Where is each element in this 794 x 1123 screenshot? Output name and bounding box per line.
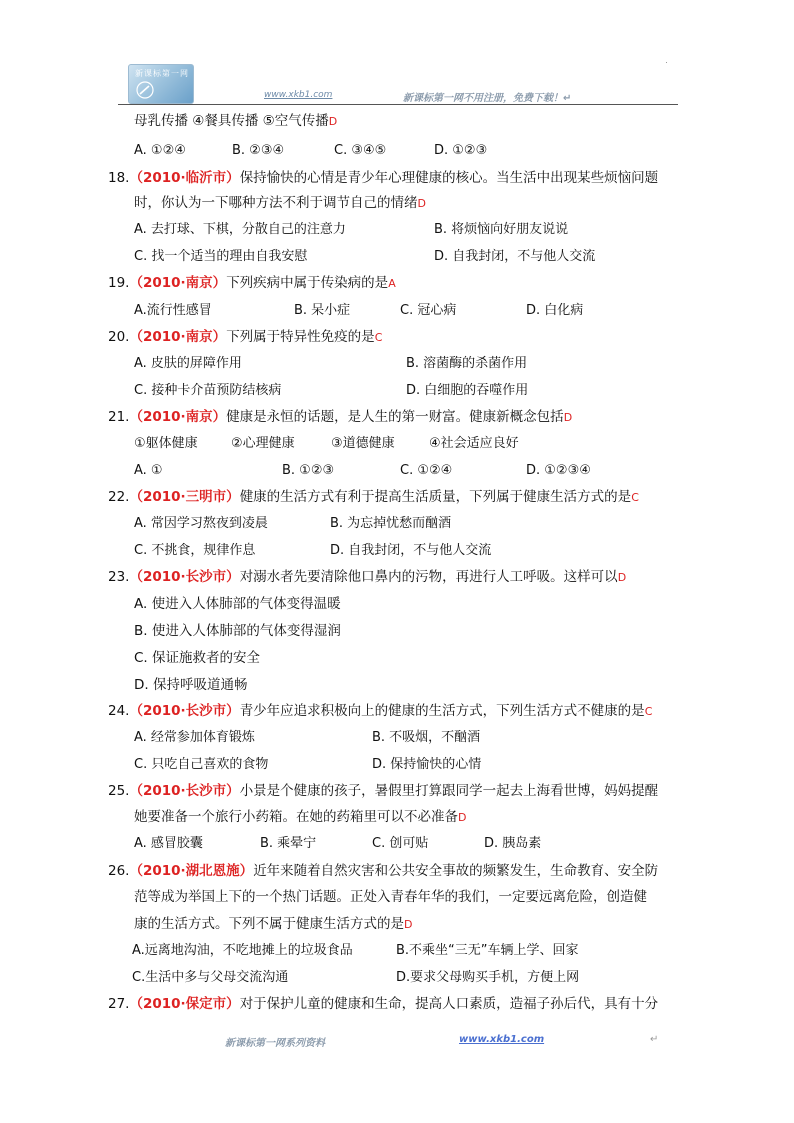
text-line	[134, 915, 412, 934]
answer-option: B. 呆小症	[294, 303, 351, 318]
answer-key: C	[374, 331, 383, 344]
question-stem-line	[108, 568, 626, 587]
question-number: 27.	[108, 996, 130, 1012]
question-text: 健康是永恒的话题，是人生的第一财富。健康新概念包括	[226, 409, 564, 425]
footer-url[interactable]: www.xkb1.com	[459, 1034, 545, 1045]
answer-option: C. 接种卡介苗预防结核病	[134, 383, 282, 398]
answer-option: D.要求父母购买手机，方便上网	[396, 970, 580, 985]
answer-key: C	[631, 491, 639, 504]
header-url[interactable]: www.xkb1.com	[264, 90, 333, 100]
answer-option: B. ②③④	[232, 143, 285, 158]
answer-option: C. 创可贴	[372, 836, 429, 851]
question-number: 19.	[108, 275, 130, 291]
question-source: （2010·南京）	[129, 409, 227, 425]
question-text: 下列属于特异性免疫的是	[226, 329, 375, 345]
answer-option: C. 冠心病	[400, 303, 457, 318]
answer-key: C	[644, 705, 653, 718]
options-line	[132, 969, 692, 987]
question-number: 26.	[108, 863, 130, 879]
options-line	[134, 835, 694, 853]
question-text: 小景是个健康的孩子，暑假里打算跟同学一起去上海看世博，妈妈提醒	[239, 783, 659, 799]
options-line	[134, 729, 694, 747]
answer-option: D. 保持愉快的心情	[372, 757, 482, 772]
answer-key: D	[404, 918, 413, 931]
page-header	[118, 52, 678, 106]
question-stem-line	[108, 862, 658, 880]
question-stem-line	[108, 995, 658, 1013]
question-source: （2010·临沂市）	[129, 170, 240, 186]
answer-option: A. ①	[134, 463, 163, 478]
answer-option: A. 常因学习熬夜到凌晨	[134, 516, 268, 531]
options-line	[134, 435, 694, 453]
answer-option: A. 皮肤的屏障作用	[134, 356, 242, 371]
answer-option: D. ①②③④	[526, 463, 591, 478]
question-source: （2010·南京）	[129, 329, 227, 345]
question-text: 范等成为举国上下的一个热门话题。正处入青春年华的我们，一定要远离危险，创造健	[134, 889, 647, 905]
answer-option: A. 感冒胶囊	[134, 836, 203, 851]
answer-key: D	[328, 115, 338, 128]
question-source: （2010·长沙市）	[129, 569, 240, 585]
question-source: （2010·三明市）	[129, 489, 240, 505]
question-source: （2010·保定市）	[129, 996, 240, 1012]
question-stem-line	[108, 488, 639, 507]
answer-option: D. 自我封闭，不与他人交流	[330, 543, 492, 558]
question-text: 健康的生活方式有利于提高生活质量，下列属于健康生活方式的是	[239, 489, 632, 505]
question-text: C. 保证施救者的安全	[134, 650, 261, 666]
options-line	[132, 942, 692, 960]
answer-option: B. 将烦恼向好朋友说说	[434, 222, 569, 237]
answer-option: C. 找一个适当的理由自我安慰	[134, 249, 308, 264]
options-line	[134, 221, 694, 239]
question-number: 20.	[108, 329, 130, 345]
answer-option: B.不乘坐“三无”车辆上学、回家	[396, 943, 579, 958]
question-stem-line	[108, 408, 572, 427]
answer-option: D. 白细胞的吞噬作用	[406, 383, 529, 398]
text-line	[134, 888, 647, 906]
logo-text: 新课标第一网	[135, 69, 189, 78]
answer-option: B. 溶菌酶的杀菌作用	[406, 356, 528, 371]
answer-option: D. 自我封闭，不与他人交流	[434, 249, 596, 264]
options-line	[134, 382, 694, 400]
question-text: 保持愉快的心情是青少年心理健康的核心。当生活中出现某些烦恼问题	[239, 170, 659, 186]
answer-option: C. ①②④	[400, 463, 453, 478]
question-text: 对溺水者先要清除他口鼻内的污物，再进行人工呼吸。这样可以	[239, 569, 618, 585]
question-number: 22.	[108, 489, 130, 505]
options-line	[134, 355, 694, 373]
text-line	[134, 595, 341, 613]
question-number: 21.	[108, 409, 130, 425]
question-text: 她要准备一个旅行小药箱。在她的药箱里可以不必准备	[134, 809, 458, 825]
options-line	[134, 756, 694, 774]
question-number: 23.	[108, 569, 130, 585]
answer-option: B. 乘晕宁	[260, 836, 317, 851]
paragraph-mark-icon: ↵	[650, 1034, 659, 1045]
answer-option: B. ①②③	[282, 463, 335, 478]
answer-option: C.生活中多与父母交流沟通	[132, 970, 289, 985]
question-stem-line	[108, 169, 658, 187]
answer-option: B. 不吸烟，不酗酒	[372, 730, 481, 745]
header-slogan: 新课标第一网不用注册，免费下载！↵	[403, 93, 572, 104]
question-stem-line	[108, 274, 396, 293]
answer-option: A. 去打球、下棋，分散自己的注意力	[134, 222, 346, 237]
answer-option: ①躯体健康	[134, 436, 198, 451]
question-source: （2010·长沙市）	[129, 703, 240, 719]
options-line	[134, 462, 694, 480]
answer-option: A. ①②④	[134, 143, 186, 158]
options-line	[134, 248, 694, 266]
answer-key: D	[417, 197, 426, 210]
answer-key: D	[617, 571, 627, 584]
question-text: 母乳传播 ④餐具传播 ⑤空气传播	[134, 113, 329, 129]
answer-option: A. 经常参加体育锻炼	[134, 730, 255, 745]
answer-option: C. 只吃自己喜欢的食物	[134, 757, 269, 772]
question-text: B. 使进入人体肺部的气体变得湿润	[134, 623, 341, 639]
question-stem-line	[108, 702, 652, 721]
site-logo	[128, 64, 194, 104]
question-text: 时，你认为一下哪种方法不利于调节自己的情绪	[134, 195, 418, 211]
answer-option: C. ③④⑤	[334, 143, 387, 158]
footer-series-label: 新课标第一网系列资料	[225, 1038, 325, 1049]
text-line	[134, 808, 466, 827]
answer-option: D. 白化病	[526, 303, 584, 318]
pen-icon	[135, 81, 155, 99]
text-line	[134, 676, 247, 694]
answer-key: A	[388, 277, 396, 290]
text-line	[134, 194, 426, 213]
question-stem-line	[108, 328, 382, 347]
text-line	[134, 649, 260, 667]
header-divider	[118, 104, 678, 105]
question-text: A. 使进入人体肺部的气体变得温暖	[134, 596, 341, 612]
answer-option: D. 胰岛素	[484, 836, 542, 851]
answer-option: ③道德健康	[331, 436, 395, 451]
text-line	[134, 622, 341, 640]
options-line	[134, 542, 694, 560]
question-stem-line	[108, 782, 658, 800]
text-line	[134, 112, 337, 131]
answer-option: ②心理健康	[231, 436, 295, 451]
answer-key: D	[458, 811, 467, 824]
question-text: 对于保护儿童的健康和生命，提高人口素质，造福子孙后代，具有十分	[239, 996, 659, 1012]
question-text: D. 保持呼吸道通畅	[134, 677, 248, 693]
options-line	[134, 142, 694, 160]
page-footer	[0, 1032, 794, 1054]
question-text: 青少年应追求积极向上的健康的生活方式，下列生活方式不健康的是	[239, 703, 645, 719]
question-number: 18.	[108, 170, 130, 186]
answer-option: D. ①②③	[434, 143, 488, 158]
options-line	[134, 515, 694, 533]
question-number: 24.	[108, 703, 130, 719]
options-line	[134, 302, 694, 320]
question-number: 25.	[108, 783, 130, 799]
answer-option: B. 为忘掉忧愁而酗酒	[330, 516, 452, 531]
answer-option: ④社会适应良好	[429, 436, 519, 451]
answer-option: C. 不挑食，规律作息	[134, 543, 256, 558]
question-text: 康的生活方式。下列不属于健康生活方式的是	[134, 916, 404, 932]
answer-option: A.流行性感冒	[134, 303, 212, 318]
question-source: （2010·南京）	[129, 275, 227, 291]
question-source: （2010·长沙市）	[129, 783, 240, 799]
question-text: 下列疾病中属于传染病的是	[226, 275, 389, 291]
answer-key: D	[563, 411, 573, 424]
question-text: 近年来随着自然灾害和公共安全事故的频繁发生，生命教育、安全防	[253, 863, 659, 879]
question-source: （2010·湖北恩施）	[129, 863, 254, 879]
answer-option: A.远离地沟油，不吃地摊上的垃圾食品	[132, 943, 353, 958]
corner-dot	[666, 62, 667, 63]
